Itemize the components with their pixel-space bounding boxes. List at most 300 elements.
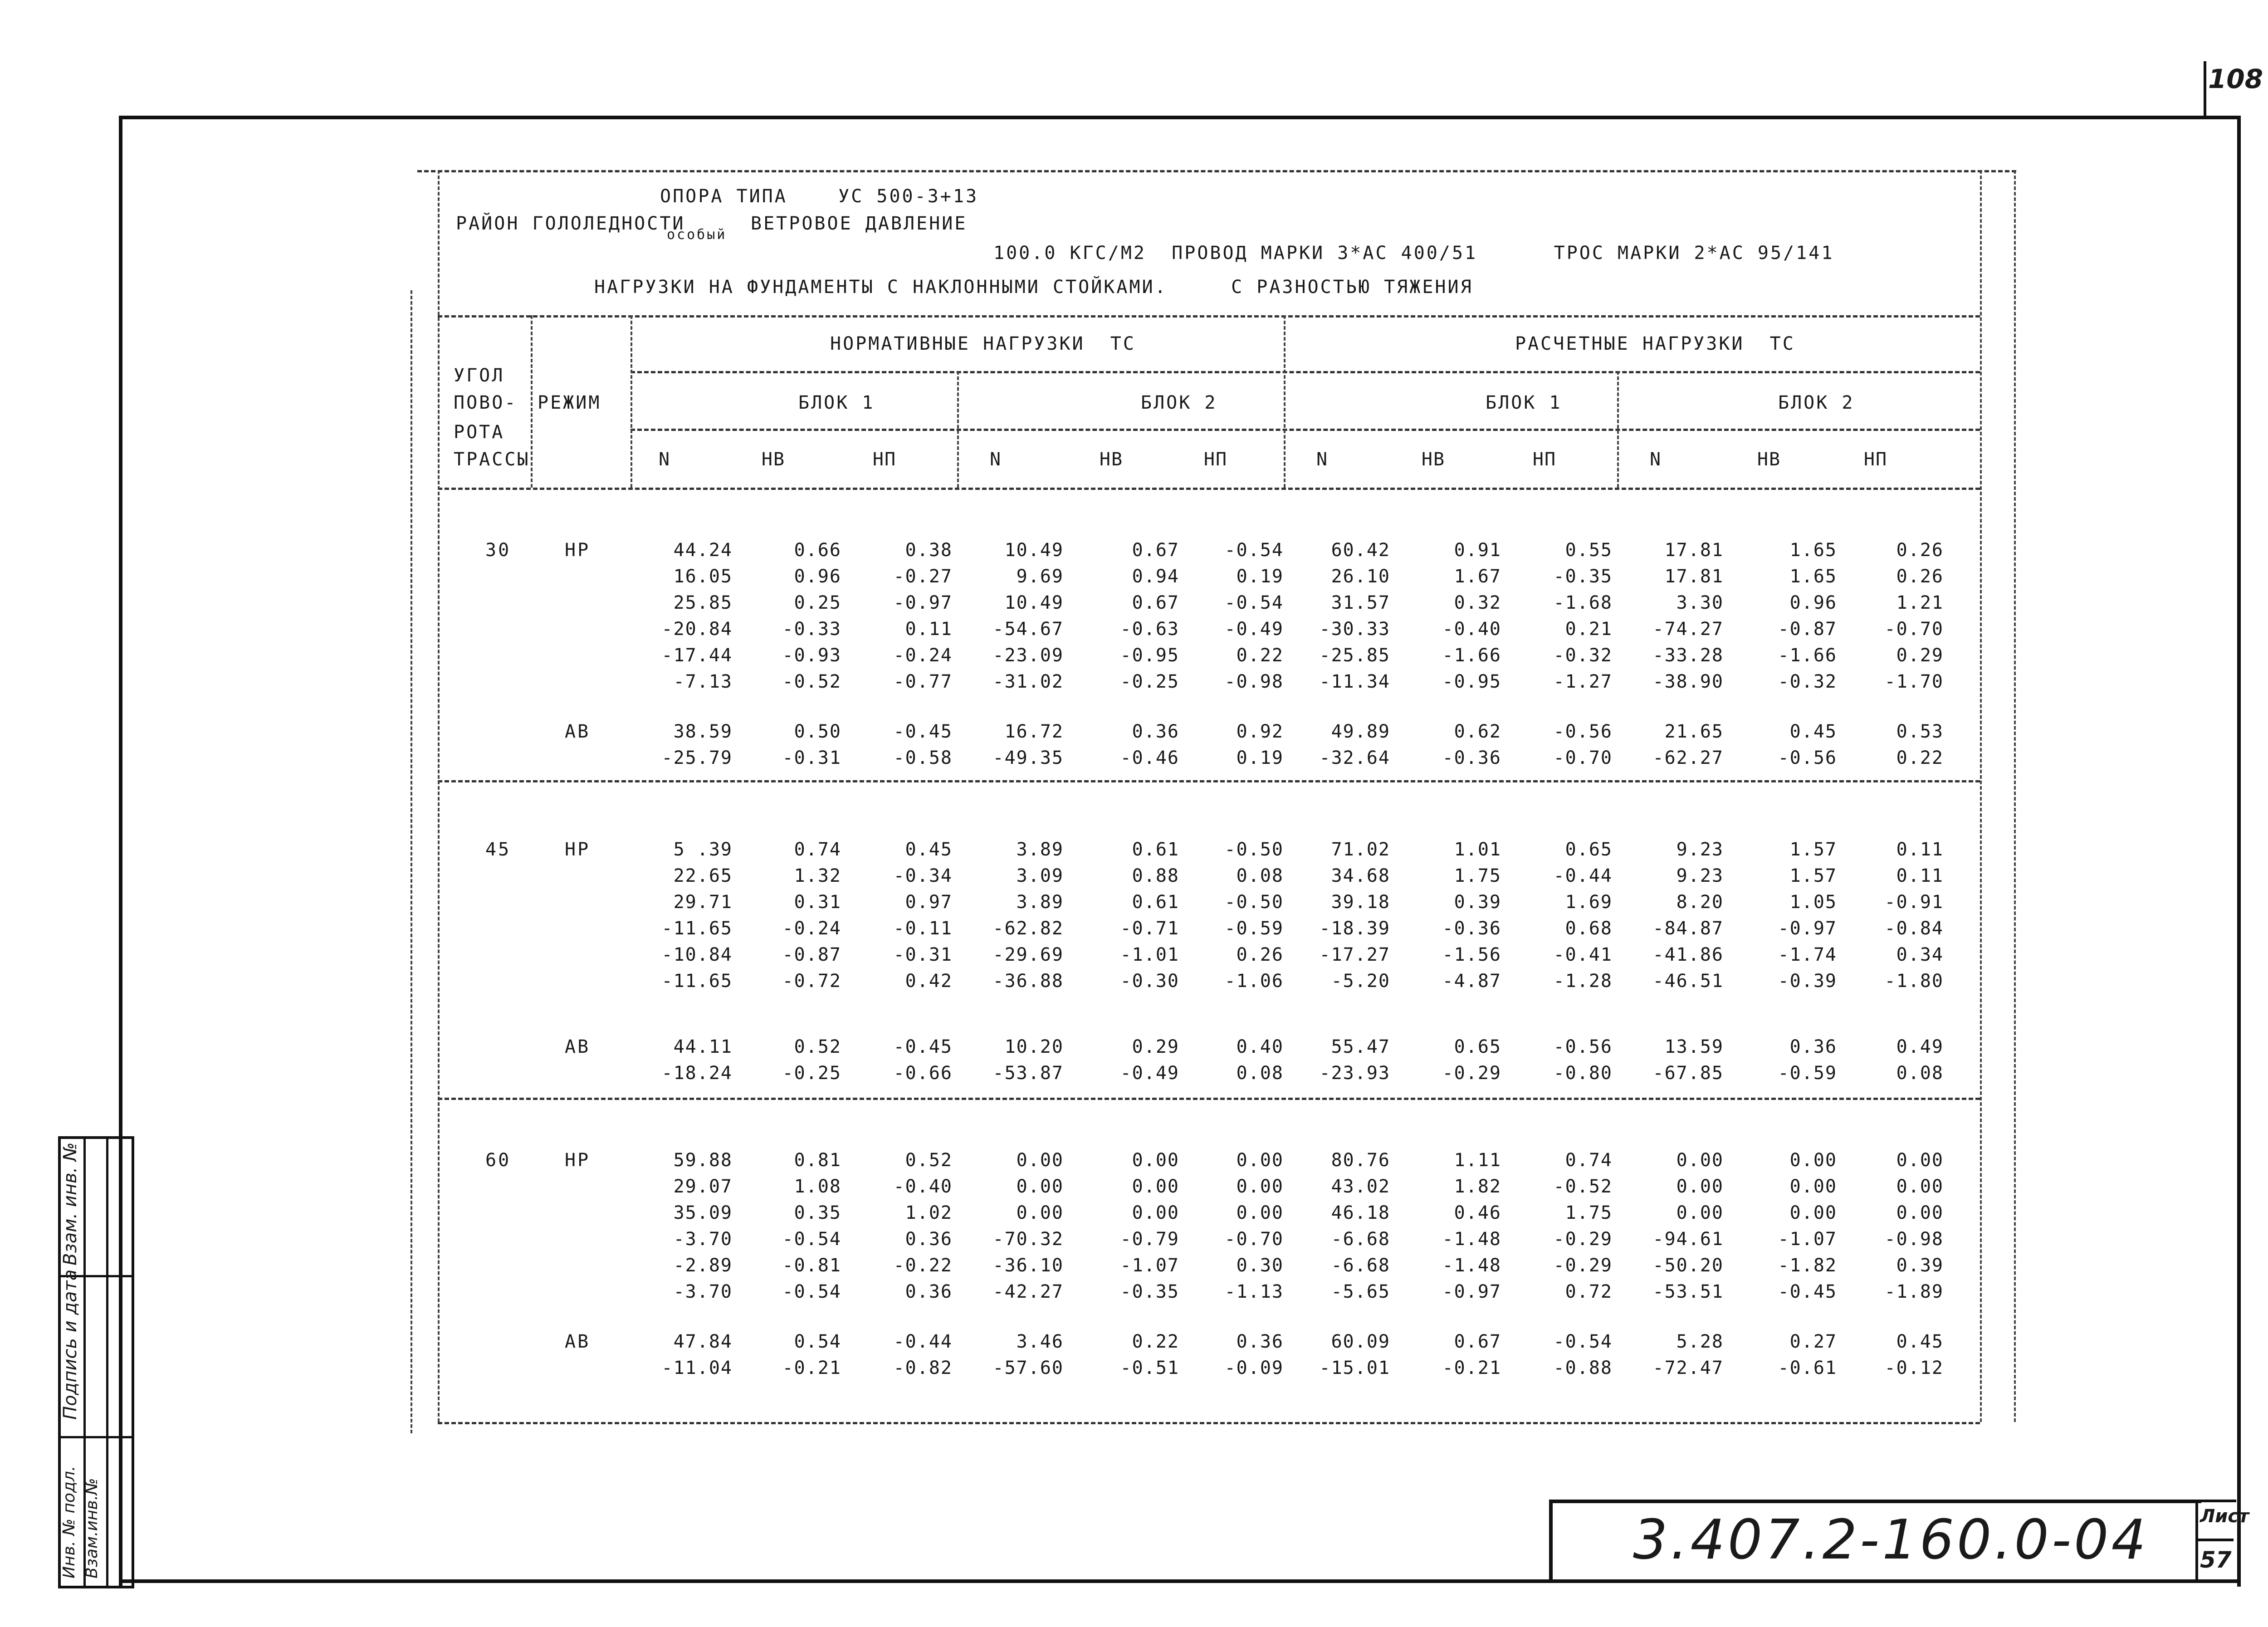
table-cell: 0.67 <box>1132 540 1179 561</box>
table-cell: 44.24 <box>673 540 733 561</box>
mode-cell: АВ <box>565 1036 591 1057</box>
page-number-divider <box>2204 61 2206 119</box>
group-divider-2 <box>438 1098 1980 1100</box>
table-cell: -0.46 <box>1120 748 1179 768</box>
table-cell: 25.85 <box>673 592 733 613</box>
table-cell: 26.10 <box>1331 566 1390 587</box>
side-stamp-col1: Инв. № подл. <box>60 1466 78 1578</box>
table-cell: -7.13 <box>673 671 733 692</box>
table-cell: 0.39 <box>1454 892 1501 913</box>
table-cell: -1.68 <box>1553 592 1613 613</box>
table-left-border <box>438 170 440 1422</box>
table-cell: 1.75 <box>1565 1202 1613 1223</box>
table-cell: -3.70 <box>673 1281 733 1302</box>
table-cell: -53.51 <box>1652 1281 1724 1302</box>
table-cell: -67.85 <box>1652 1063 1724 1084</box>
table-cell: 21.65 <box>1664 721 1724 742</box>
table-cell: -0.80 <box>1553 1063 1613 1084</box>
table-cell: 0.55 <box>1565 540 1613 561</box>
table-cell: -0.35 <box>1120 1281 1179 1302</box>
table-cell: -0.40 <box>893 1176 953 1197</box>
table-cell: 3.89 <box>1016 839 1064 860</box>
table-cell: 0.94 <box>1132 566 1179 587</box>
table-cell: 10.49 <box>1004 592 1064 613</box>
table-cell: 0.00 <box>1132 1176 1179 1197</box>
table-cell: 0.00 <box>1789 1176 1837 1197</box>
table-cell: 0.42 <box>905 971 953 992</box>
mode-cell: НР <box>565 540 591 561</box>
table-cell: 0.29 <box>1132 1036 1179 1057</box>
table-cell: 0.00 <box>1016 1176 1064 1197</box>
table-cell: 29.07 <box>673 1176 733 1197</box>
table-cell: 0.19 <box>1236 566 1284 587</box>
table-cell: -46.51 <box>1652 971 1724 992</box>
side-stamp-col2: Взам.инв.№ <box>83 1478 101 1578</box>
table-cell: 0.25 <box>794 592 841 613</box>
table-cell: 0.65 <box>1454 1036 1501 1057</box>
table-cell: -42.27 <box>992 1281 1064 1302</box>
table-cell: -57.60 <box>992 1358 1064 1378</box>
subheader-cell: N <box>1649 449 1662 470</box>
subheader-cell: НВ <box>1099 449 1124 470</box>
table-cell: -1.80 <box>1884 971 1944 992</box>
table-cell: 60.42 <box>1331 540 1390 561</box>
table-cell: 0.00 <box>1016 1202 1064 1223</box>
table-cell: 47.84 <box>673 1331 733 1352</box>
table-cell: 1.57 <box>1789 865 1837 886</box>
table-cell: 0.00 <box>1896 1176 1944 1197</box>
table-cell: -72.47 <box>1652 1358 1724 1378</box>
table-cell: -11.65 <box>661 971 733 992</box>
table-cell: -18.24 <box>661 1063 733 1084</box>
table-cell: 8.20 <box>1676 892 1724 913</box>
table-cell: 0.36 <box>905 1281 953 1302</box>
table-cell: -5.20 <box>1331 971 1390 992</box>
table-cell: 0.45 <box>905 839 953 860</box>
header-angle-3: РОТА <box>454 422 505 443</box>
table-cell: -1.06 <box>1224 971 1284 992</box>
table-cell: 0.22 <box>1236 645 1284 666</box>
table-cell: -62.82 <box>992 918 1064 939</box>
table-cell: -0.39 <box>1778 971 1837 992</box>
header-line-2-sub: особый <box>667 227 727 243</box>
table-cell: 0.81 <box>794 1150 841 1171</box>
table-cell: 1.82 <box>1454 1176 1501 1197</box>
table-cell: -25.85 <box>1319 645 1390 666</box>
table-cell: -0.66 <box>893 1063 953 1084</box>
table-cell: 0.32 <box>1454 592 1501 613</box>
subheader-cell: НП <box>872 449 897 470</box>
table-cell: 3.46 <box>1016 1331 1064 1352</box>
table-cell: -0.70 <box>1553 748 1613 768</box>
table-cell: -0.24 <box>782 918 841 939</box>
table-cell: -0.32 <box>1553 645 1613 666</box>
table-cell: -1.48 <box>1442 1229 1501 1250</box>
table-cell: 0.61 <box>1132 839 1179 860</box>
table-cell: 0.67 <box>1132 592 1179 613</box>
table-cell: -18.39 <box>1319 918 1390 939</box>
table-cell: 0.74 <box>794 839 841 860</box>
table-cell: -23.09 <box>992 645 1064 666</box>
table-cell: -70.32 <box>992 1229 1064 1250</box>
table-cell: 0.11 <box>1896 865 1944 886</box>
table-cell: 0.00 <box>1789 1202 1837 1223</box>
side-stamp-replace: Взам. инв. № <box>60 1142 81 1265</box>
table-cell: -4.87 <box>1442 971 1501 992</box>
table-cell: 10.20 <box>1004 1036 1064 1057</box>
table-cell: 60.09 <box>1331 1331 1390 1352</box>
table-cell: -0.87 <box>1778 619 1837 640</box>
table-cell: -0.31 <box>893 944 953 965</box>
table-cell: -38.90 <box>1652 671 1724 692</box>
header-norm-block1: БЛОК 1 <box>798 392 875 413</box>
table-cell: 10.49 <box>1004 540 1064 561</box>
col-divider-norm-blocks <box>957 371 959 488</box>
table-cell: -20.84 <box>661 619 733 640</box>
table-cell: 0.68 <box>1565 918 1613 939</box>
table-cell: -0.27 <box>893 566 953 587</box>
table-cell: 0.22 <box>1896 748 1944 768</box>
table-cell: -0.45 <box>893 1036 953 1057</box>
table-cell: -0.70 <box>1884 619 1944 640</box>
table-cell: -0.41 <box>1553 944 1613 965</box>
table-cell: -0.95 <box>1442 671 1501 692</box>
table-cell: -1.28 <box>1553 971 1613 992</box>
table-cell: -1.74 <box>1778 944 1837 965</box>
group-divider-1 <box>438 780 1980 782</box>
table-cell: -11.65 <box>661 918 733 939</box>
table-cell: -94.61 <box>1652 1229 1724 1250</box>
table-header-top <box>438 315 1980 318</box>
table-cell: -62.27 <box>1652 748 1724 768</box>
table-cell: 5 .39 <box>673 839 733 860</box>
table-cell: 0.00 <box>1016 1150 1064 1171</box>
table-cell: 1.67 <box>1454 566 1501 587</box>
table-cell: -1.07 <box>1120 1255 1179 1276</box>
table-cell: -0.63 <box>1120 619 1179 640</box>
table-cell: 1.02 <box>905 1202 953 1223</box>
table-cell: -11.34 <box>1319 671 1390 692</box>
table-cell: 0.00 <box>1132 1150 1179 1171</box>
table-cell: -0.44 <box>1553 865 1613 886</box>
subheader-cell: N <box>989 449 1002 470</box>
table-cell: 0.08 <box>1896 1063 1944 1084</box>
table-cell: 55.47 <box>1331 1036 1390 1057</box>
table-cell: 0.22 <box>1132 1331 1179 1352</box>
header-line-2-left: РАЙОН ГОЛОЛЕДНОСТИ <box>456 213 685 234</box>
table-cell: -0.59 <box>1778 1063 1837 1084</box>
mode-cell: НР <box>565 839 591 860</box>
table-cell: 44.11 <box>673 1036 733 1057</box>
table-cell: 0.00 <box>1236 1176 1284 1197</box>
table-cell: 0.26 <box>1896 566 1944 587</box>
table-cell: -11.04 <box>661 1358 733 1378</box>
table-cell: 0.00 <box>1236 1150 1284 1171</box>
table-cell: -25.79 <box>661 748 733 768</box>
table-cell: -36.88 <box>992 971 1064 992</box>
header-design-block1: БЛОК 1 <box>1486 392 1562 413</box>
table-header-bottom <box>438 488 1980 490</box>
table-cell: -0.29 <box>1553 1229 1613 1250</box>
table-cell: 0.40 <box>1236 1036 1284 1057</box>
table-cell: 0.26 <box>1896 540 1944 561</box>
table-cell: 34.68 <box>1331 865 1390 886</box>
table-cell: -0.52 <box>1553 1176 1613 1197</box>
table-cell: -0.30 <box>1120 971 1179 992</box>
table-cell: 0.45 <box>1789 721 1837 742</box>
table-cell: -0.54 <box>782 1281 841 1302</box>
angle-cell: 45 <box>485 839 511 860</box>
table-cell: -0.79 <box>1120 1229 1179 1250</box>
table-cell: -0.31 <box>782 748 841 768</box>
page-number: 108 <box>2208 64 2263 94</box>
table-cell: 39.18 <box>1331 892 1390 913</box>
table-cell: -1.56 <box>1442 944 1501 965</box>
table-cell: -0.36 <box>1442 748 1501 768</box>
table-cell: -0.09 <box>1224 1358 1284 1378</box>
table-cell: 0.50 <box>794 721 841 742</box>
table-cell: -0.98 <box>1224 671 1284 692</box>
table-cell: 0.31 <box>794 892 841 913</box>
table-cell: 0.08 <box>1236 865 1284 886</box>
angle-cell: 30 <box>485 540 511 561</box>
table-cell: -0.33 <box>782 619 841 640</box>
table-cell: -0.56 <box>1553 721 1613 742</box>
table-cell: 0.08 <box>1236 1063 1284 1084</box>
table-cell: 1.21 <box>1896 592 1944 613</box>
table-outer-right <box>2014 170 2016 1422</box>
table-cell: -0.40 <box>1442 619 1501 640</box>
table-cell: 5.28 <box>1676 1331 1724 1352</box>
table-cell: 0.65 <box>1565 839 1613 860</box>
table-cell: 1.75 <box>1454 865 1501 886</box>
table-cell: -5.65 <box>1331 1281 1390 1302</box>
table-cell: -0.72 <box>782 971 841 992</box>
table-cell: 0.36 <box>1789 1036 1837 1057</box>
table-cell: 0.21 <box>1565 619 1613 640</box>
table-cell: 0.49 <box>1896 1036 1944 1057</box>
table-cell: -0.51 <box>1120 1358 1179 1378</box>
table-cell: -0.49 <box>1224 619 1284 640</box>
table-cell: 0.00 <box>1676 1176 1724 1197</box>
table-cell: -0.97 <box>1442 1281 1501 1302</box>
header-angle-2: ПОВО- <box>454 392 518 413</box>
subheader-cell: НП <box>1863 449 1888 470</box>
table-cell: -33.28 <box>1652 645 1724 666</box>
table-cell: -0.34 <box>893 865 953 886</box>
table-cell: 0.54 <box>794 1331 841 1352</box>
sheet-number: 57 <box>2200 1547 2232 1573</box>
table-cell: 0.46 <box>1454 1202 1501 1223</box>
table-cell: -49.35 <box>992 748 1064 768</box>
table-cell: -0.97 <box>893 592 953 613</box>
table-cell: 35.09 <box>673 1202 733 1223</box>
table-header-mid-1 <box>631 371 1980 373</box>
header-mode: РЕЖИМ <box>538 392 601 413</box>
table-cell: -0.24 <box>893 645 953 666</box>
table-cell: 0.19 <box>1236 748 1284 768</box>
table-cell: -53.87 <box>992 1063 1064 1084</box>
table-cell: 43.02 <box>1331 1176 1390 1197</box>
table-cell: 0.00 <box>1132 1202 1179 1223</box>
table-cell: -17.44 <box>661 645 733 666</box>
col-divider-angle <box>531 315 533 488</box>
table-cell: -0.81 <box>782 1255 841 1276</box>
table-cell: 1.32 <box>794 865 841 886</box>
table-cell: -10.84 <box>661 944 733 965</box>
table-cell: 3.89 <box>1016 892 1064 913</box>
table-cell: 13.59 <box>1664 1036 1724 1057</box>
table-cell: -30.33 <box>1319 619 1390 640</box>
header-line-3: 100.0 КГС/М2 ПРОВОД МАРКИ 3*АС 400/51 ТРОС МАРКИ 2*АС 95/141 <box>993 243 1834 264</box>
subheader-cell: N <box>1316 449 1329 470</box>
table-cell: -0.52 <box>782 671 841 692</box>
table-cell: 0.00 <box>1676 1150 1724 1171</box>
table-cell: -0.82 <box>893 1358 953 1378</box>
mode-cell: АВ <box>565 721 591 742</box>
table-cell: 38.59 <box>673 721 733 742</box>
table-cell: -0.29 <box>1553 1255 1613 1276</box>
table-cell: 1.57 <box>1789 839 1837 860</box>
table-cell: -74.27 <box>1652 619 1724 640</box>
sheet-box-divider <box>2198 1539 2234 1541</box>
header-angle-4: ТРАССЫ <box>454 449 530 470</box>
table-cell: -0.91 <box>1884 892 1944 913</box>
table-cell: 3.09 <box>1016 865 1064 886</box>
table-cell: 0.92 <box>1236 721 1284 742</box>
table-cell: -0.50 <box>1224 839 1284 860</box>
table-cell: 0.34 <box>1896 944 1944 965</box>
table-cell: -31.02 <box>992 671 1064 692</box>
header-design-block2: БЛОК 2 <box>1778 392 1855 413</box>
table-cell: -0.50 <box>1224 892 1284 913</box>
table-cell: -3.70 <box>673 1229 733 1250</box>
table-cell: -0.21 <box>782 1358 841 1378</box>
mode-cell: НР <box>565 1150 591 1171</box>
table-cell: 46.18 <box>1331 1202 1390 1223</box>
header-line-1: ОПОРА ТИПА УС 500-3+13 <box>660 186 979 207</box>
table-cell: -84.87 <box>1652 918 1724 939</box>
table-cell: -29.69 <box>992 944 1064 965</box>
table-cell: 0.45 <box>1896 1331 1944 1352</box>
table-cell: 0.61 <box>1132 892 1179 913</box>
table-cell: -6.68 <box>1331 1255 1390 1276</box>
table-header-mid-2 <box>631 429 1980 431</box>
table-cell: 0.27 <box>1789 1331 1837 1352</box>
table-cell: 0.00 <box>1676 1202 1724 1223</box>
table-top-border <box>417 170 2016 172</box>
table-cell: 0.52 <box>905 1150 953 1171</box>
table-cell: 0.88 <box>1132 865 1179 886</box>
table-cell: 22.65 <box>673 865 733 886</box>
table-cell: -2.89 <box>673 1255 733 1276</box>
table-cell: 0.38 <box>905 540 953 561</box>
table-cell: 0.66 <box>794 540 841 561</box>
table-cell: -0.54 <box>782 1229 841 1250</box>
table-cell: -1.66 <box>1778 645 1837 666</box>
table-cell: 0.72 <box>1565 1281 1613 1302</box>
table-cell: -0.88 <box>1553 1358 1613 1378</box>
table-cell: -0.45 <box>893 721 953 742</box>
table-cell: -0.45 <box>1778 1281 1837 1302</box>
table-cell: -0.93 <box>782 645 841 666</box>
table-cell: 0.00 <box>1236 1202 1284 1223</box>
angle-cell: 60 <box>485 1150 511 1171</box>
table-cell: 1.65 <box>1789 540 1837 561</box>
table-cell: 1.08 <box>794 1176 841 1197</box>
table-cell: 0.29 <box>1896 645 1944 666</box>
table-cell: -0.87 <box>782 944 841 965</box>
table-cell: -0.56 <box>1553 1036 1613 1057</box>
table-cell: 9.23 <box>1676 839 1724 860</box>
table-cell: 16.72 <box>1004 721 1064 742</box>
table-cell: -0.61 <box>1778 1358 1837 1378</box>
subheader-cell: НВ <box>761 449 786 470</box>
table-cell: -41.86 <box>1652 944 1724 965</box>
table-cell: 0.36 <box>905 1229 953 1250</box>
table-cell: -0.49 <box>1120 1063 1179 1084</box>
subheader-cell: НВ <box>1757 449 1781 470</box>
table-cell: 0.00 <box>1896 1202 1944 1223</box>
header-line-2-right: ВЕТРОВОЕ ДАВЛЕНИЕ <box>751 213 968 234</box>
table-cell: 17.81 <box>1664 540 1724 561</box>
table-cell: 0.36 <box>1132 721 1179 742</box>
table-cell: -0.59 <box>1224 918 1284 939</box>
table-cell: -0.25 <box>1120 671 1179 692</box>
table-cell: 1.05 <box>1789 892 1837 913</box>
table-cell: -1.13 <box>1224 1281 1284 1302</box>
table-right-border <box>1980 170 1982 1422</box>
table-cell: -0.54 <box>1224 540 1284 561</box>
table-cell: -36.10 <box>992 1255 1064 1276</box>
table-cell: -23.93 <box>1319 1063 1390 1084</box>
table-cell: -0.84 <box>1884 918 1944 939</box>
subheader-cell: НП <box>1532 449 1557 470</box>
table-cell: 0.97 <box>905 892 953 913</box>
header-normative: НОРМАТИВНЫЕ НАГРУЗКИ ТС <box>830 333 1136 354</box>
table-cell: -0.32 <box>1778 671 1837 692</box>
header-norm-block2: БЛОК 2 <box>1141 392 1217 413</box>
table-cell: 0.26 <box>1236 944 1284 965</box>
table-cell: -1.66 <box>1442 645 1501 666</box>
table-cell: -0.56 <box>1778 748 1837 768</box>
table-cell: 80.76 <box>1331 1150 1390 1171</box>
table-cell: 0.30 <box>1236 1255 1284 1276</box>
table-cell: 0.00 <box>1896 1150 1944 1171</box>
table-cell: 49.89 <box>1331 721 1390 742</box>
table-cell: -50.20 <box>1652 1255 1724 1276</box>
table-cell: -0.97 <box>1778 918 1837 939</box>
table-cell: -0.54 <box>1224 592 1284 613</box>
table-cell: 9.23 <box>1676 865 1724 886</box>
table-cell: 1.11 <box>1454 1150 1501 1171</box>
table-cell: 16.05 <box>673 566 733 587</box>
table-cell: 0.74 <box>1565 1150 1613 1171</box>
table-cell: -17.27 <box>1319 944 1390 965</box>
table-cell: -0.22 <box>893 1255 953 1276</box>
subheader-cell: НВ <box>1421 449 1446 470</box>
table-cell: -0.95 <box>1120 645 1179 666</box>
table-cell: -1.82 <box>1778 1255 1837 1276</box>
table-cell: -0.71 <box>1120 918 1179 939</box>
table-cell: -0.11 <box>893 918 953 939</box>
table-cell: -1.01 <box>1120 944 1179 965</box>
table-cell: 0.39 <box>1896 1255 1944 1276</box>
table-cell: -0.77 <box>893 671 953 692</box>
table-cell: -54.67 <box>992 619 1064 640</box>
table-cell: -0.29 <box>1442 1063 1501 1084</box>
table-cell: -0.36 <box>1442 918 1501 939</box>
